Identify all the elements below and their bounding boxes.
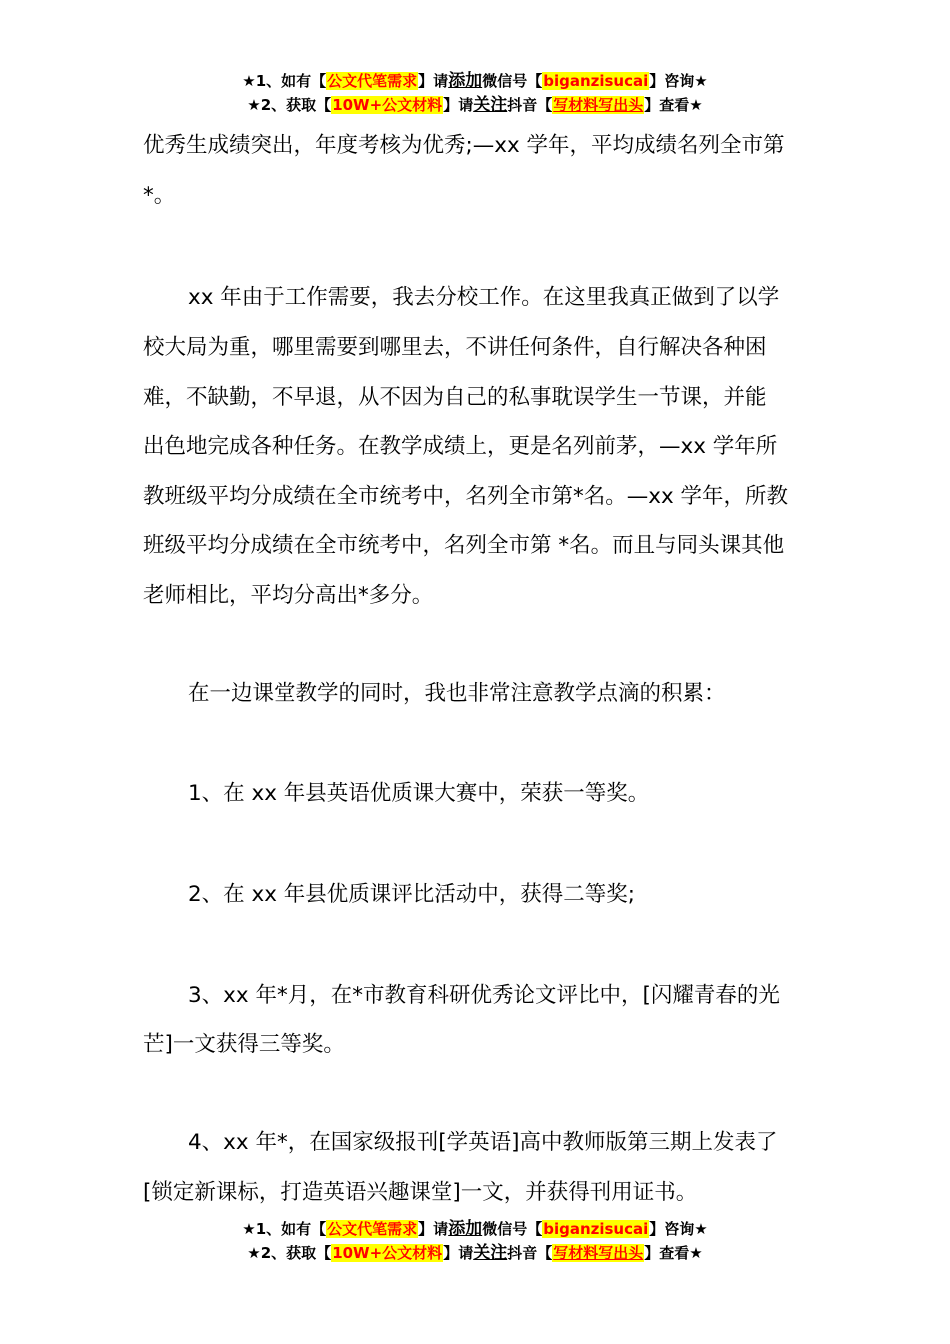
paragraph-line: 老师相比，平均分高出*多分。 [143, 583, 434, 608]
banner-line-2 [0, 93, 950, 117]
paragraph-line: xx 年由于工作需要，我去分校工作。在这里我真正做到了以学 [188, 285, 780, 310]
banner-emphasis: 关注 [473, 1243, 508, 1263]
highlight-materials: 10W+公文材料 [332, 96, 443, 114]
paragraph-line: 出色地完成各种任务。在教学成绩上，更是名列前茅，—xx 学年所 [143, 434, 778, 459]
banner-text: 微信号【 [482, 72, 543, 90]
paragraph-line: 优秀生成绩突出，年度考核为优秀;—xx 学年，平均成绩名列全市第 [143, 133, 785, 158]
paragraph-line: 校大局为重，哪里需要到哪里去，不讲任何条件，自行解决各种困 [143, 335, 767, 360]
banner-line-1 [0, 1217, 950, 1241]
banner-text: 微信号【 [482, 1220, 543, 1238]
header-banner [0, 69, 950, 117]
banner-line-2 [0, 1241, 950, 1265]
paragraph-line: 难，不缺勤，不早退，从不因为自己的私事耽误学生一节课，并能 [143, 385, 767, 410]
banner-text: 抖音【 [507, 1244, 553, 1262]
banner-text: 】请 [418, 1220, 449, 1238]
paragraph-line: 教班级平均分成绩在全市统考中，名列全市第*名。—xx 学年，所教 [143, 484, 789, 509]
banner-line-1 [0, 69, 950, 93]
banner-text: ★1、如有【 [242, 1220, 327, 1238]
list-item: 1、在 xx 年县英语优质课大赛中，荣获一等奖。 [188, 781, 650, 806]
banner-text: 】查看★ [644, 1244, 703, 1262]
footer-banner [0, 1217, 950, 1265]
banner-text: ★2、获取【 [247, 96, 332, 114]
list-item: 2、在 xx 年县优质课评比活动中，获得二等奖; [188, 882, 636, 907]
banner-text: 】请 [443, 96, 474, 114]
highlight-service: 公文代笔需求 [327, 72, 418, 90]
paragraph-line: 班级平均分成绩在全市统考中，名列全市第 *名。而且与同头课其他 [143, 533, 785, 558]
highlight-wechat-id: biganzisucai [543, 72, 649, 90]
banner-text: 】查看★ [644, 96, 703, 114]
banner-text: 】咨询★ [649, 72, 708, 90]
highlight-materials: 10W+公文材料 [332, 1244, 443, 1262]
paragraph-line: *。 [143, 183, 176, 208]
banner-emphasis: 添加 [448, 1219, 483, 1239]
list-item: 3、xx 年*月，在*市教育科研优秀论文评比中，[闪耀青春的光 [188, 983, 780, 1008]
highlight-service: 公文代笔需求 [327, 1220, 418, 1238]
banner-text: ★2、获取【 [247, 1244, 332, 1262]
highlight-wechat-id: biganzisucai [543, 1220, 649, 1238]
paragraph-line: 芒]一文获得三等奖。 [143, 1032, 345, 1057]
highlight-douyin: 写材料写出头 [553, 96, 644, 114]
paragraph-line: [锁定新课标，打造英语兴趣课堂]一文，并获得刊用证书。 [143, 1180, 698, 1205]
banner-text: ★1、如有【 [242, 72, 327, 90]
banner-text: 】请 [443, 1244, 474, 1262]
list-item: 4、xx 年*，在国家级报刊[学英语]高中教师版第三期上发表了 [188, 1130, 778, 1155]
banner-emphasis: 关注 [473, 95, 508, 115]
banner-text: 抖音【 [507, 96, 553, 114]
banner-text: 】咨询★ [649, 1220, 708, 1238]
highlight-douyin: 写材料写出头 [553, 1244, 644, 1262]
banner-text: 】请 [418, 72, 449, 90]
paragraph-line: 在一边课堂教学的同时，我也非常注意教学点滴的积累： [188, 681, 726, 706]
banner-emphasis: 添加 [448, 71, 483, 91]
